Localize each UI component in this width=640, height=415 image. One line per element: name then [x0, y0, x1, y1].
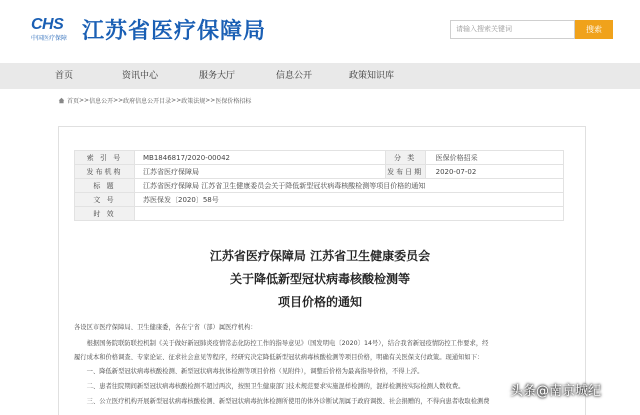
search-button[interactable]: 搜索	[575, 20, 613, 39]
meta-row-title	[75, 179, 564, 193]
breadcrumb-item-home[interactable]: 首页	[67, 98, 80, 105]
meta-label: 发布日期	[385, 165, 425, 179]
meta-value: 江苏省医疗保障局 江苏省卫生健康委员会关于降低新型冠状病毒核酸检测等项目价格的通知	[135, 179, 564, 193]
nav-item-disclosure[interactable]: 信息公开	[276, 71, 313, 81]
site-logo[interactable]	[31, 16, 75, 42]
breadcrumb-item-regulations[interactable]: 政策法规	[181, 98, 206, 105]
article-paragraph: 三、公立医疗机构开展新型冠状病毒核酸检测、新型冠状病毒抗体检测所使用的体外诊断试剂属于政府调拨、社会捐赠的，不得向患者收取检测费	[74, 398, 490, 405]
breadcrumb-separator: >>	[113, 97, 124, 104]
meta-row-index	[75, 151, 564, 165]
breadcrumb-item-pricing[interactable]: 医保价格招标	[215, 98, 252, 105]
site-header	[0, 0, 640, 58]
document-meta-table	[74, 150, 564, 221]
meta-label: 索 引 号	[75, 151, 135, 165]
nav-item-home[interactable]: 首页	[55, 71, 74, 81]
breadcrumb-separator: >>	[205, 97, 216, 104]
logo-subtext: 中国医疗保障	[31, 35, 68, 42]
article-paragraph: 二、患者往院期间新型冠状病毒核酸检测不超过两次，按照卫生健康部门技术规范要求实施混样检测的，混样检测按实际检测人数收费。	[74, 383, 465, 390]
site-title: 江苏省医疗保障局	[82, 19, 267, 44]
article-paragraph: 履行成本和价格调查、专家论证、征求社会意见等程序，经研究决定降低新型冠状病毒核酸检测等项目价格，明确有关医保支付政策。现通知如下：	[74, 354, 484, 361]
meta-value: MB1846817/2020-00042	[135, 151, 386, 165]
logo-mark: CHS	[31, 16, 64, 33]
article-paragraph: 根据国务院联防联控机制《关于做好新冠肺炎疫情常态化防控工作的指导意见》（国发明电〔2020〕14号），结合我省新冠疫情防控工作要求，经	[74, 340, 489, 347]
article-paragraph: 一、降低新型冠状病毒核酸检测、新型冠状病毒抗体检测等项目价格（见附件），调整后价格为最高指导价格，不得上浮。	[74, 368, 424, 375]
meta-row-docno	[75, 193, 564, 207]
breadcrumb-item-disclosure[interactable]: 信息公开	[89, 98, 114, 105]
meta-value	[135, 207, 564, 221]
article-paragraph: 各设区市医疗保障局、卫生健康委，各在宁省（部）属医疗机构：	[74, 324, 257, 331]
main-nav	[0, 63, 640, 89]
meta-value: 2020-07-02	[425, 165, 563, 179]
meta-label: 标 题	[75, 179, 135, 193]
meta-label: 分 类	[385, 151, 425, 165]
meta-label: 文 号	[75, 193, 135, 207]
meta-label: 发布机构	[75, 165, 135, 179]
watermark-text: 头条@南京城纪	[510, 384, 602, 399]
nav-item-news[interactable]: 资讯中心	[122, 71, 159, 81]
breadcrumb	[58, 96, 251, 105]
article-title-line: 关于降低新型冠状病毒核酸检测等	[229, 272, 410, 286]
article-title-line: 江苏省医疗保障局 江苏省卫生健康委员会	[209, 249, 431, 263]
nav-item-policy-library[interactable]: 政策知识库	[349, 71, 395, 81]
home-icon	[58, 97, 65, 104]
breadcrumb-separator: >>	[79, 97, 90, 104]
nav-item-services[interactable]: 服务大厅	[199, 71, 236, 81]
meta-value: 苏医保发〔2020〕58号	[135, 193, 564, 207]
meta-label: 时 效	[75, 207, 135, 221]
meta-row-validity	[75, 207, 564, 221]
meta-value: 医保价格招采	[425, 151, 563, 165]
meta-row-publisher	[75, 165, 564, 179]
breadcrumb-item-catalog[interactable]: 政府信息公开目录	[123, 98, 172, 105]
breadcrumb-separator: >>	[171, 97, 182, 104]
article-title-line: 项目价格的通知	[277, 295, 362, 309]
meta-value: 江苏省医疗保障局	[135, 165, 386, 179]
search-input[interactable]: 请输入搜索关键词	[450, 20, 575, 39]
